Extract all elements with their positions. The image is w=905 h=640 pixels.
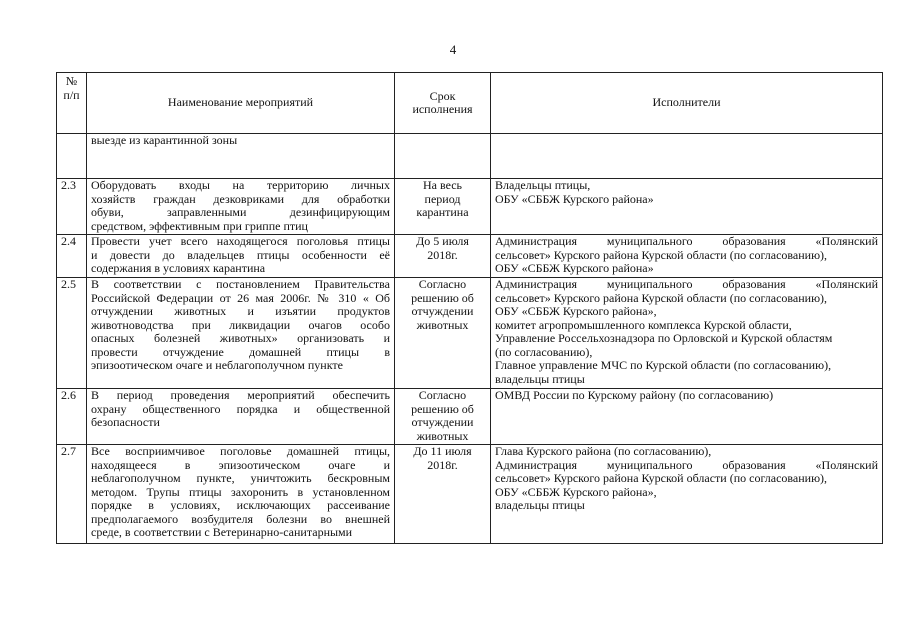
executor-line: ОМВД России по Курскому району (по согласованию)	[495, 388, 774, 402]
measure-name-line: обуви, заправленными дезинфицирующим	[91, 205, 390, 219]
executor-line: владельцы птицы	[495, 371, 585, 386]
measure-name-line: содержания в условиях карантина	[91, 261, 266, 275]
measure-name-line: средством, эффективным при гриппе птиц	[91, 218, 308, 233]
measure-name-line: предполагаемого возбудителя болезни во внешней	[91, 511, 390, 526]
executor-line: Администрация муниципального образования «Полянский	[495, 234, 878, 248]
execution-term	[395, 235, 491, 278]
execution-term	[395, 445, 491, 544]
row-number: 2.4	[57, 235, 87, 278]
measure-name	[87, 235, 395, 278]
header-term	[395, 73, 491, 134]
table-body	[57, 134, 883, 544]
executor-line: владельцы птицы	[495, 498, 585, 512]
header-number-line: №	[65, 74, 78, 88]
executors	[491, 445, 883, 544]
execution-term	[395, 389, 491, 445]
execution-term-line: До 5 июля	[416, 234, 469, 248]
row-number: 2.5	[57, 278, 87, 389]
table-row	[57, 278, 883, 389]
measure-name-line: безопасности	[91, 415, 160, 429]
executor-line: ОБУ «СББЖ Курского района»	[495, 191, 654, 206]
executors	[491, 389, 883, 445]
measure-name-line: опасных болезней животных» организовать и	[91, 331, 390, 345]
measure-name-line: Все восприимчивое поголовье домашней птицы,	[91, 444, 390, 458]
measure-name-line: охрану общественного порядка и общественной	[91, 401, 390, 416]
measure-name-line: и довести до владельцев птицы особенности её	[91, 247, 390, 262]
row-number: 2.7	[57, 445, 87, 544]
executor-line: ОБУ «СББЖ Курского района»,	[495, 304, 657, 318]
executor-line: комитет агропромышленного комплекса Курской области,	[495, 317, 792, 332]
execution-term-line: 2018г.	[427, 247, 458, 262]
header-number-line: п/п	[63, 87, 80, 102]
execution-term-line: отчуждении	[411, 304, 474, 318]
header-name: Наименование мероприятий	[87, 73, 395, 134]
measure-name	[87, 389, 395, 445]
table-row	[57, 235, 883, 278]
measure-name-line: порядке в условиях, исключающих рассеивание	[91, 498, 390, 512]
measure-name	[87, 134, 395, 179]
executors	[491, 235, 883, 278]
executor-line: Администрация муниципального образования «Полянский	[495, 277, 878, 291]
measure-name-line: выезде из карантинной зоны	[91, 133, 238, 147]
executors	[491, 278, 883, 389]
executor-line: Владельцы птицы,	[495, 178, 591, 192]
execution-term-line: До 11 июля	[413, 444, 472, 458]
executor-line: ОБУ «СББЖ Курского района»	[495, 261, 654, 275]
measure-name-line: среде, в соответствии с Ветеринарно-санитарными	[91, 525, 353, 539]
table-row	[57, 389, 883, 445]
row-number	[57, 134, 87, 179]
measure-name-line: животноводства при ликвидации очагов особо	[91, 317, 390, 332]
execution-term	[395, 134, 491, 179]
header-term-line: исполнения	[412, 102, 473, 116]
header-number	[57, 73, 87, 134]
executors	[491, 134, 883, 179]
measure-name-line: Оборудовать входы на территорию личных	[91, 178, 390, 192]
row-number: 2.6	[57, 389, 87, 445]
execution-term-line: карантина	[416, 205, 469, 219]
executor-line: сельсовет» Курского района Курской области (по согласованию),	[495, 247, 828, 262]
measure-name-line: находящееся в эпизоотическом очаге и	[91, 457, 390, 472]
execution-term-line: отчуждении	[411, 415, 474, 429]
measure-name-line: Российской Федерации от 26 мая 2006г. № 310 « Об	[91, 290, 390, 305]
measure-name	[87, 278, 395, 389]
measure-name-line: хозяйств граждан дезковриками для обработки	[91, 191, 390, 206]
execution-term-line: На весь	[422, 178, 462, 192]
execution-term-line: решению об	[411, 290, 474, 305]
measure-name-line: Провести учет всего находящегося поголовья птицы	[91, 234, 390, 248]
measures-table	[56, 72, 883, 544]
table-row	[57, 179, 883, 235]
executor-line: Управление Россельхознадзора по Орловской и Курской областям	[495, 331, 833, 345]
executor-line: сельсовет» Курского района Курской области (по согласованию),	[495, 471, 828, 485]
measure-name-line: неблагополучном пункте, уничтожить бескровным	[91, 471, 390, 485]
executor-line: Администрация муниципального образования «Полянский	[495, 457, 878, 472]
executor-line: сельсовет» Курского района Курской области (по согласованию),	[495, 290, 828, 305]
execution-term	[395, 179, 491, 235]
execution-term-line: период	[424, 191, 461, 206]
execution-term-line: Согласно	[418, 277, 467, 291]
measure-name-line: В соответствии с постановлением Правительства	[91, 277, 390, 291]
page-number: 4	[449, 42, 457, 57]
executors	[491, 179, 883, 235]
execution-term-line: 2018г.	[427, 457, 458, 472]
measure-name-line: провести отчуждение домашней птицы в	[91, 344, 390, 359]
measure-name	[87, 445, 395, 544]
measure-name-line: методом. Трупы птицы захоронить в установленном	[91, 484, 390, 499]
row-number: 2.3	[57, 179, 87, 235]
table-row	[57, 445, 883, 544]
header-executors: Исполнители	[491, 73, 883, 134]
measure-name	[87, 179, 395, 235]
execution-term-line: животных	[416, 317, 469, 332]
header-term-line: Срок	[429, 88, 456, 103]
execution-term	[395, 278, 491, 389]
execution-term-line: решению об	[411, 401, 474, 416]
execution-term-line: Согласно	[418, 388, 467, 402]
executor-line: (по согласованию),	[495, 344, 593, 359]
table-row	[57, 134, 883, 179]
measure-name-line: В период проведения мероприятий обеспечить	[91, 388, 390, 402]
measure-name-line: отчуждении животных и изъятии продуктов	[91, 304, 390, 318]
executor-line: Глава Курского района (по согласованию),	[495, 444, 712, 458]
executor-line: ОБУ «СББЖ Курского района»,	[495, 484, 657, 499]
execution-term-line: животных	[416, 428, 469, 443]
table-header-row	[57, 73, 883, 134]
executor-line: Главное управление МЧС по Курской области (по согласованию),	[495, 358, 832, 372]
measure-name-line: эпизоотическом очаге и неблагополучном пункте	[91, 358, 343, 372]
